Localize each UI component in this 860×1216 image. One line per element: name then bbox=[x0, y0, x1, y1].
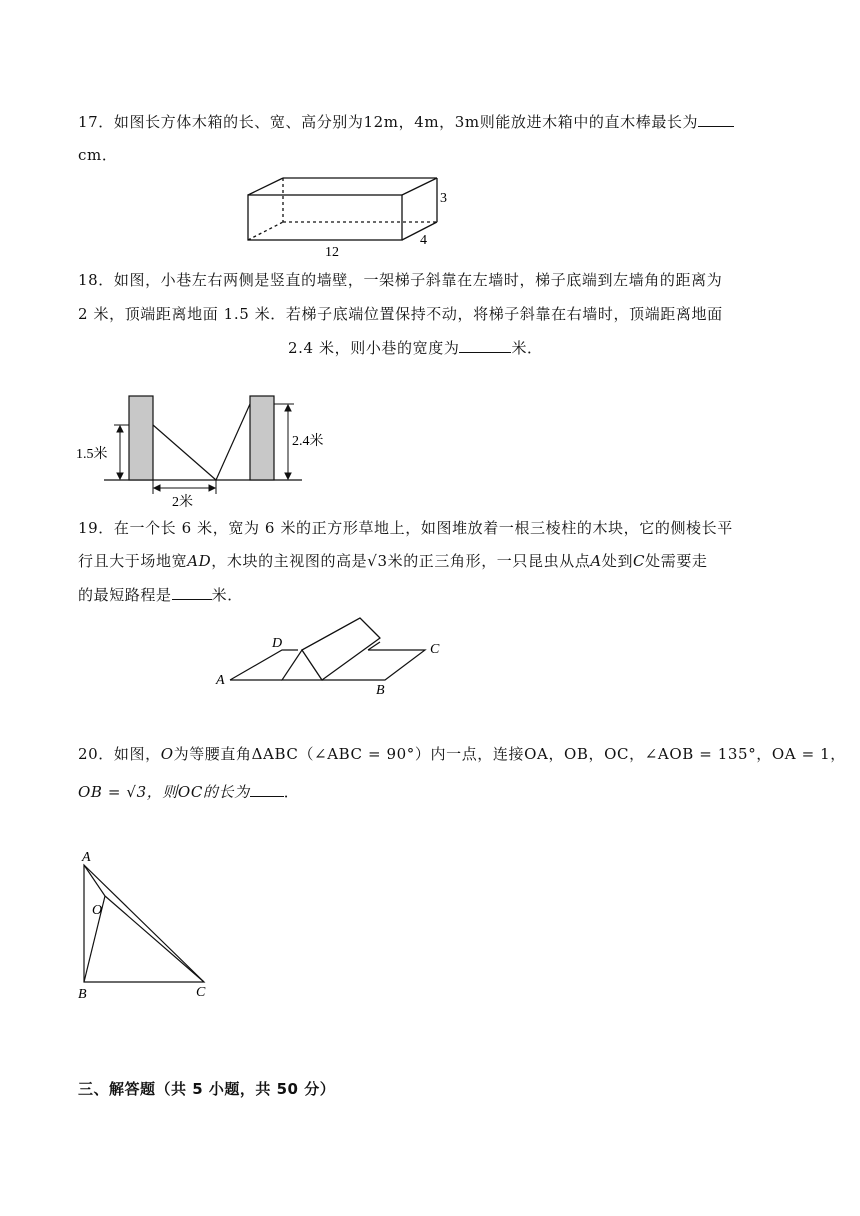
q19-text-b: ，木块的主视图的高是 bbox=[211, 552, 368, 570]
q19-point-a: A bbox=[590, 552, 602, 570]
q19-text-c: 米的正三角形，一只昆虫从点 bbox=[387, 552, 591, 570]
section-3-heading: 三、解答题（共 5 小题，共 50 分） bbox=[78, 1080, 336, 1098]
q18-left-wall bbox=[129, 396, 153, 480]
q18-ladder-right bbox=[216, 404, 250, 480]
q18-base-label: 2米 bbox=[172, 495, 193, 510]
q20-text-c: OB = √3，则OC的长为 bbox=[78, 783, 250, 801]
q19-text-e: 处需要走 bbox=[645, 552, 708, 570]
q19-line1: 19．在一个长 6 米，宽为 6 米的正方形草地上，如图堆放着一根三棱柱的木块，它的侧棱长平 bbox=[78, 519, 733, 537]
q20-line2 bbox=[78, 782, 299, 802]
q20-text-d: ． bbox=[283, 783, 300, 801]
q17-text: 17．如图长方体木箱的长、宽、高分别为12m，4m，3m则能放进木箱中的直木棒最长为 bbox=[78, 113, 699, 131]
q18-text-b: 米． bbox=[511, 339, 543, 357]
q20-triangle-figure bbox=[72, 848, 222, 1006]
q18-left-height-label: 1.5米 bbox=[76, 447, 108, 462]
q20-label-c: C bbox=[196, 985, 206, 1000]
q20-text-b: 为等腰直角ΔABC（∠ABC = 90°）内一点，连接OA，OB，OC，∠AOB = 135°，OA = 1， bbox=[173, 745, 846, 763]
q19-text-g: 米． bbox=[211, 586, 243, 604]
q20-label-b: B bbox=[78, 987, 87, 1002]
q20-line1 bbox=[78, 744, 846, 764]
q19-point-c: C bbox=[633, 552, 646, 570]
q17-height-label: 3 bbox=[440, 191, 447, 206]
q19-line2 bbox=[78, 551, 708, 571]
q17-box-figure bbox=[240, 172, 460, 258]
q18-line2: 2 米，顶端距离地面 1.5 米．若梯子底端位置保持不动，将梯子斜靠在右墙时，顶端距离地面 bbox=[78, 305, 723, 323]
q17-line2: cm． bbox=[78, 146, 118, 164]
q17-width-label: 4 bbox=[420, 233, 427, 248]
q19-label-a: A bbox=[216, 673, 225, 688]
q20-point-o: O bbox=[160, 745, 174, 763]
q18-ladder-left bbox=[153, 425, 216, 480]
q18-answer-blank bbox=[459, 338, 511, 353]
q19-ad: AD bbox=[187, 552, 212, 570]
q20-label-o: O bbox=[92, 903, 103, 918]
q19-text-f: 的最短路程是 bbox=[78, 586, 172, 604]
q17-line1 bbox=[78, 112, 734, 132]
q18-right-wall bbox=[250, 396, 274, 480]
q18-text-a: 2.4 米，则小巷的宽度为 bbox=[288, 339, 460, 357]
q19-text-d: 处到 bbox=[601, 552, 634, 570]
q19-label-b: B bbox=[376, 683, 385, 698]
q17-length-label: 12 bbox=[325, 245, 339, 260]
q17-answer-blank bbox=[698, 112, 734, 127]
q19-line3 bbox=[78, 585, 243, 605]
q18-line1: 18．如图，小巷左右两侧是竖直的墙壁，一架梯子斜靠在左墙时，梯子底端到左墙角的距离为 bbox=[78, 271, 723, 289]
q19-sqrt3: √3 bbox=[367, 552, 388, 570]
q20-label-a: A bbox=[82, 850, 91, 865]
q20-answer-blank bbox=[250, 782, 284, 797]
q19-prism-figure bbox=[210, 628, 450, 700]
q19-label-d: D bbox=[272, 636, 283, 651]
q19-label-c: C bbox=[430, 642, 440, 657]
q18-line3 bbox=[288, 338, 543, 358]
q19-answer-blank bbox=[172, 585, 212, 600]
q18-right-height-label: 2.4米 bbox=[292, 434, 324, 449]
q19-text-a: 行且大于场地宽 bbox=[78, 552, 188, 570]
q18-alley-figure bbox=[76, 394, 324, 510]
q20-text-a: 20．如图， bbox=[78, 745, 161, 763]
